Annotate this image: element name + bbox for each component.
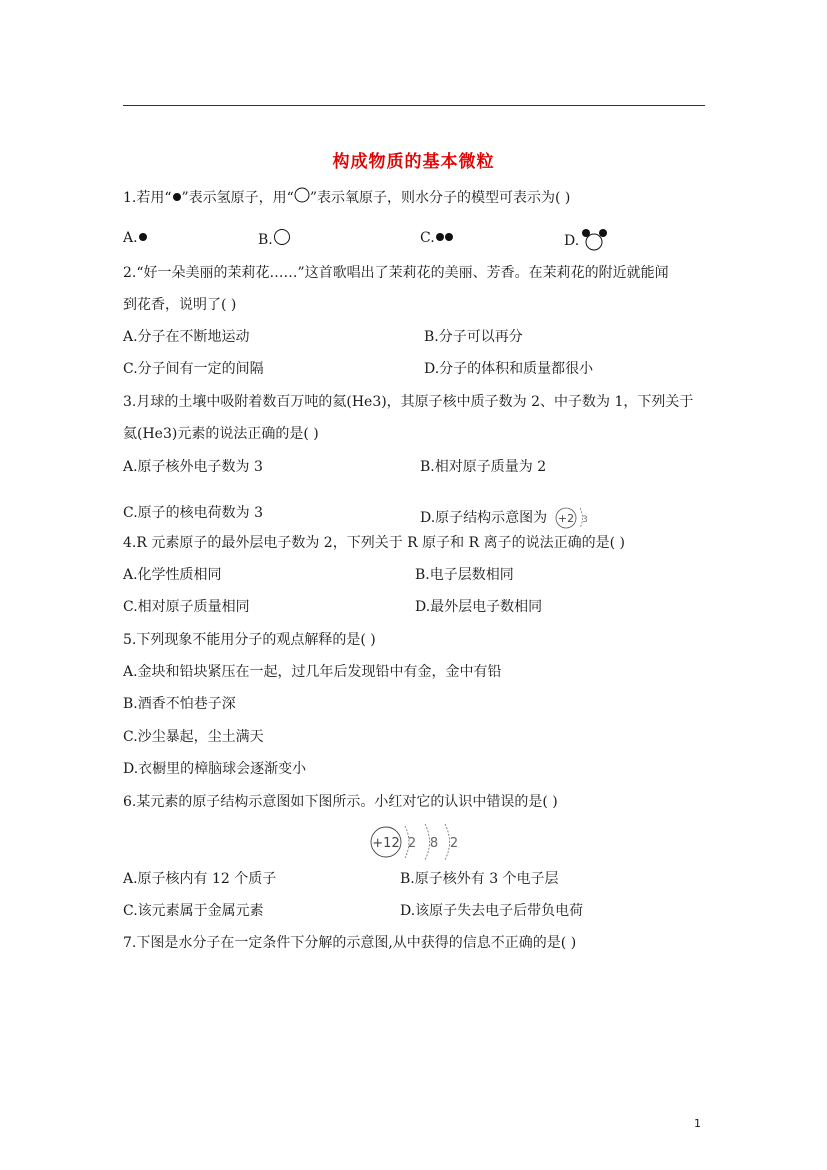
question-4-option-a[interactable]: A.化学性质相同 <box>123 567 222 583</box>
question-4-option-d[interactable]: D.最外层电子数相同 <box>415 599 543 615</box>
shell-2-electrons: 8 <box>429 836 439 851</box>
shell-3-electrons: 2 <box>449 836 459 851</box>
question-3-option-b[interactable]: B.相对原子质量为 2 <box>420 459 547 475</box>
hydrogen-atom-icon <box>172 188 182 208</box>
question-4-option-c[interactable]: C.相对原子质量相同 <box>123 599 250 615</box>
question-3-stem-line-1: 3.月球的土壤中吸附着数百万吨的氦(He3)，其原子核中质子数为 2、中子数为 1，下列关于 <box>123 394 694 410</box>
question-2-option-d[interactable]: D.分子的体积和质量都很小 <box>424 361 594 377</box>
single-oxygen-atom-icon <box>273 228 291 252</box>
question-2-stem-line-2: 到花香，说明了( ) <box>123 297 237 313</box>
question-6-stem: 6.某元素的原子结构示意图如下图所示。小红对它的认识中错误的是( ) <box>123 794 558 810</box>
question-1-option-b[interactable]: B. <box>258 228 291 252</box>
question-4-option-b[interactable]: B.电子层数相同 <box>415 567 514 583</box>
question-6-option-c[interactable]: C.该元素属于金属元素 <box>123 903 264 919</box>
magnesium-atom-structure-diagram <box>368 820 468 868</box>
page-title: 构成物质的基本微粒 <box>332 152 495 172</box>
question-5-option-d[interactable]: D.衣橱里的樟脑球会逐渐变小 <box>123 761 307 777</box>
question-6-option-d[interactable]: D.该原子失去电子后带负电荷 <box>400 903 584 919</box>
helium-shell-1-label: 3 <box>581 515 588 525</box>
question-5-option-b[interactable]: B.酒香不怕巷子深 <box>123 696 236 712</box>
question-3-option-c[interactable]: C.原子的核电荷数为 3 <box>123 505 264 521</box>
nucleus-label: +12 <box>372 836 400 851</box>
question-2-option-b[interactable]: B.分子可以再分 <box>424 329 523 345</box>
question-1-option-d[interactable]: D. <box>564 228 609 254</box>
single-hydrogen-atom-icon <box>138 228 148 248</box>
question-5-option-c[interactable]: C.沙尘暴起，尘土满天 <box>123 729 264 745</box>
question-2-option-c[interactable]: C.分子间有一定的间隔 <box>123 361 264 377</box>
question-4-stem: 4.R 元素原子的最外层电子数为 2，下列关于 R 原子和 R 离子的说法正确的是( ) <box>123 535 625 551</box>
question-3-option-a[interactable]: A.原子核外电子数为 3 <box>123 459 263 475</box>
question-1-stem: 1.若用“ ”表示氢原子，用“ ”表示氧原子，则水分子的模型可表示为( ) <box>123 187 570 209</box>
question-5-stem: 5.下列现象不能用分子的观点解释的是( ) <box>123 632 376 648</box>
water-molecule-icon <box>579 228 609 254</box>
question-1-option-c[interactable]: C. <box>420 228 455 248</box>
question-2-stem-line-1: 2.“好一朵美丽的茉莉花……”这首歌唱出了茉莉花的美丽、芳香。在茉莉花的附近就能闻 <box>123 265 669 281</box>
header-rule <box>123 105 705 106</box>
question-3-stem-line-2: 氦(He3)元素的说法正确的是( ) <box>123 426 319 442</box>
helium-nucleus-label: +2 <box>557 512 574 525</box>
helium-atom-structure-diagram <box>552 503 592 533</box>
question-6-option-a[interactable]: A.原子核内有 12 个质子 <box>123 871 277 887</box>
question-2-option-a[interactable]: A.分子在不断地运动 <box>123 329 250 345</box>
question-6-option-b[interactable]: B.原子核外有 3 个电子层 <box>400 871 559 887</box>
question-5-option-a[interactable]: A.金块和铅块紧压在一起，过几年后发现铅中有金，金中有铅 <box>123 664 502 680</box>
question-1-option-a[interactable]: A. <box>123 228 148 248</box>
page-number: 1 <box>694 1117 701 1130</box>
question-7-stem: 7.下图是水分子在一定条件下分解的示意图,从中获得的信息不正确的是( ) <box>123 935 577 951</box>
two-hydrogen-atoms-icon <box>435 228 455 248</box>
question-3-option-d[interactable]: D.原子结构示意图为 +2 3 <box>420 503 592 533</box>
shell-1-electrons: 2 <box>407 836 417 851</box>
oxygen-atom-icon <box>294 187 310 209</box>
